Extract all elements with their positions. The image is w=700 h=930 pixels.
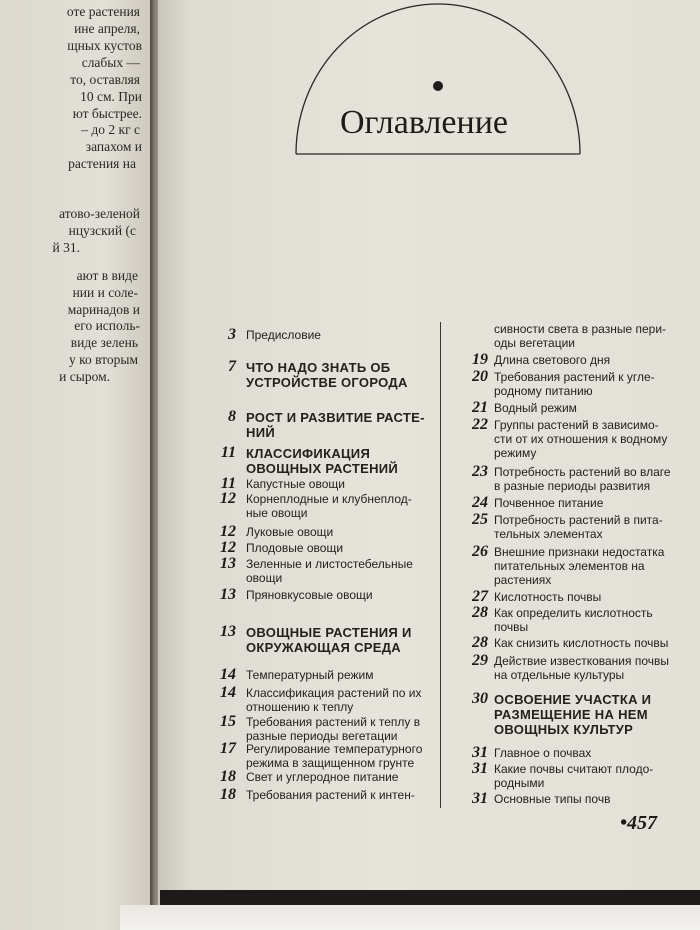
- left-page-line: запахом и: [85, 139, 142, 154]
- toc-section-title: Луковые овощи: [246, 525, 334, 539]
- toc-section-title: родными: [494, 776, 545, 790]
- toc-chapter-title: ОСВОЕНИЕ УЧАСТКА И: [494, 692, 652, 707]
- toc-section-title: сивности света в разные пери-: [494, 322, 667, 336]
- toc-section-title: Какие почвы считают плодо-: [494, 762, 654, 776]
- left-page-line: атово-зеленой: [59, 206, 140, 221]
- left-page-line: оте растения: [66, 4, 140, 19]
- toc-section-title: Длина светового дня: [494, 353, 611, 367]
- toc-page-number: 14: [220, 684, 236, 701]
- toc-page-number: 17: [220, 740, 236, 757]
- toc-section-title: разные периоды вегетации: [246, 729, 398, 743]
- column-divider: [440, 322, 441, 808]
- toc-page-number: 11: [220, 475, 236, 492]
- toc-page-number: 15: [220, 713, 236, 730]
- toc-section-title: Требования растений к интен-: [246, 788, 415, 802]
- toc-page-number: 23: [472, 463, 488, 480]
- toc-section-title: родному питанию: [494, 384, 593, 398]
- toc-section-title: почвы: [494, 620, 529, 634]
- toc-page-number: 12: [220, 490, 236, 507]
- toc-section-title: Внешние признаки недостатка: [494, 545, 665, 559]
- toc-section-title: Корнеплодные и клубнеплод-: [246, 492, 412, 506]
- toc-section-title: растениях: [494, 573, 552, 587]
- toc-section-title: Основные типы почв: [494, 792, 611, 806]
- toc-page-number: 18: [220, 768, 236, 785]
- toc-section-title: в разные периоды развития: [494, 479, 651, 493]
- toc-chapter-title: ОКРУЖАЮЩАЯ СРЕДА: [246, 640, 401, 655]
- toc-section-title: Свет и углеродное питание: [246, 770, 399, 784]
- toc-page-number: 21: [472, 399, 488, 416]
- toc-page-number: 31: [472, 790, 488, 807]
- left-page: [0, 0, 150, 930]
- toc-page-number: 30: [472, 690, 488, 707]
- toc-page-number: 13: [220, 555, 236, 572]
- table-surface: [120, 905, 700, 930]
- toc-section-title: оды вегетации: [494, 336, 575, 350]
- toc-section-title: на отдельные культуры: [494, 668, 625, 682]
- toc-section-title: питательных элементов на: [494, 559, 645, 573]
- toc-section-title: Предисловие: [246, 328, 321, 342]
- left-page-line: нцузский (с: [68, 223, 136, 238]
- toc-page-number: 28: [472, 634, 488, 651]
- left-page-line: маринадов и: [67, 302, 140, 317]
- toc-page-number: 7: [228, 358, 236, 375]
- left-page-line: ине апреля,: [74, 21, 140, 36]
- left-page-line: й 31.: [52, 240, 80, 255]
- left-page-line: 10 см. При: [80, 89, 142, 104]
- left-page-line: ют быстрее.: [72, 106, 142, 121]
- toc-page-number: 20: [472, 368, 488, 385]
- page-title: Оглавление: [340, 104, 508, 141]
- toc-section-title: тельных элементах: [494, 527, 603, 541]
- toc-page-number: 29: [472, 652, 488, 669]
- toc-section-title: режиму: [494, 446, 537, 460]
- left-page-line: нии и соле-: [72, 285, 138, 300]
- toc-chapter-title: РАЗМЕЩЕНИЕ НА НЕМ: [494, 707, 648, 722]
- toc-page-number: 22: [472, 416, 488, 433]
- toc-chapter-title: ОВОЩНЫХ КУЛЬТУР: [494, 722, 634, 737]
- toc-page-number: 26: [472, 543, 488, 560]
- toc-page-number: 28: [472, 604, 488, 621]
- toc-page-number: 3: [228, 326, 236, 343]
- toc-page-number: 13: [220, 623, 236, 640]
- left-page-line: слабых —: [81, 55, 140, 70]
- ornament-dot: [433, 81, 443, 91]
- toc-page-number: 12: [220, 539, 236, 556]
- toc-chapter-title: РОСТ И РАЗВИТИЕ РАСТЕ-: [246, 410, 425, 425]
- toc-page-number: 31: [472, 744, 488, 761]
- toc-page-number: 25: [472, 511, 488, 528]
- toc-section-title: Регулирование температурного: [246, 742, 423, 756]
- toc-section-title: Классификация растений по их: [246, 686, 422, 700]
- toc-chapter-title: КЛАССИФИКАЦИЯ: [246, 446, 371, 461]
- toc-section-title: Требования растений к угле-: [494, 370, 655, 384]
- toc-chapter-title: УСТРОЙСТВЕ ОГОРОДА: [246, 375, 408, 390]
- toc-section-title: Зеленные и листостебельные: [246, 557, 413, 571]
- toc-page-number: 19: [472, 351, 488, 368]
- toc-section-title: режима в защищенном грунте: [246, 756, 415, 770]
- toc-section-title: Как снизить кислотность почвы: [494, 636, 669, 650]
- toc-section-title: сти от их отношения к водному: [494, 432, 668, 446]
- toc-chapter-title: ОВОЩНЫХ РАСТЕНИЙ: [246, 461, 399, 476]
- toc-page-number: 31: [472, 760, 488, 777]
- left-page-line: – до 2 кг с: [81, 122, 140, 137]
- toc-chapter-title: ОВОЩНЫЕ РАСТЕНИЯ И: [246, 625, 412, 640]
- toc-section-title: Группы растений в зависимо-: [494, 418, 659, 432]
- page-number: •457: [620, 812, 658, 834]
- toc-chapter-title: ЧТО НАДО ЗНАТЬ ОБ: [246, 360, 391, 375]
- toc-page-number: 8: [228, 408, 236, 425]
- left-page-line: у ко вторым: [69, 352, 138, 367]
- toc-section-title: Капустные овощи: [246, 477, 345, 491]
- toc-section-title: Водный режим: [494, 401, 577, 415]
- toc-section-title: ные овощи: [246, 506, 308, 520]
- left-page-line: ают в виде: [76, 268, 138, 283]
- left-page-line: то, оставляя: [70, 72, 140, 87]
- toc-section-title: Главное о почвах: [494, 746, 592, 760]
- toc-section-title: Почвенное питание: [494, 496, 604, 510]
- toc-section-title: Кислотность почвы: [494, 590, 602, 604]
- toc-page-number: 18: [220, 786, 236, 803]
- toc-chapter-title: НИЙ: [246, 425, 275, 440]
- toc-page-number: 14: [220, 666, 236, 683]
- toc-section-title: Действие известкования почвы: [494, 654, 669, 668]
- left-page-line: щных кустов: [67, 38, 142, 53]
- toc-page-number: 12: [220, 523, 236, 540]
- toc-section-title: овощи: [246, 571, 283, 585]
- toc-section-title: отношению к теплу: [246, 700, 354, 714]
- toc-page-number: 24: [472, 494, 488, 511]
- toc-section-title: Как определить кислотность: [494, 606, 653, 620]
- left-page-line: его исполь-: [74, 318, 140, 333]
- toc-section-title: Пряновкусовые овощи: [246, 588, 373, 602]
- left-page-line: и сыром.: [59, 369, 110, 384]
- toc-section-title: Потребность растений во влаге: [494, 465, 671, 479]
- toc-page-number: 13: [220, 586, 236, 603]
- toc-page-number: 27: [472, 588, 488, 605]
- toc-section-title: Требования растений к теплу в: [246, 715, 421, 729]
- toc-section-title: Потребность растений в пита-: [494, 513, 663, 527]
- toc-section-title: Температурный режим: [246, 668, 374, 682]
- toc-page-number: 11: [220, 444, 236, 461]
- left-page-line: растения на: [68, 156, 136, 171]
- toc-section-title: Плодовые овощи: [246, 541, 344, 555]
- left-page-line: виде зелень: [70, 335, 138, 350]
